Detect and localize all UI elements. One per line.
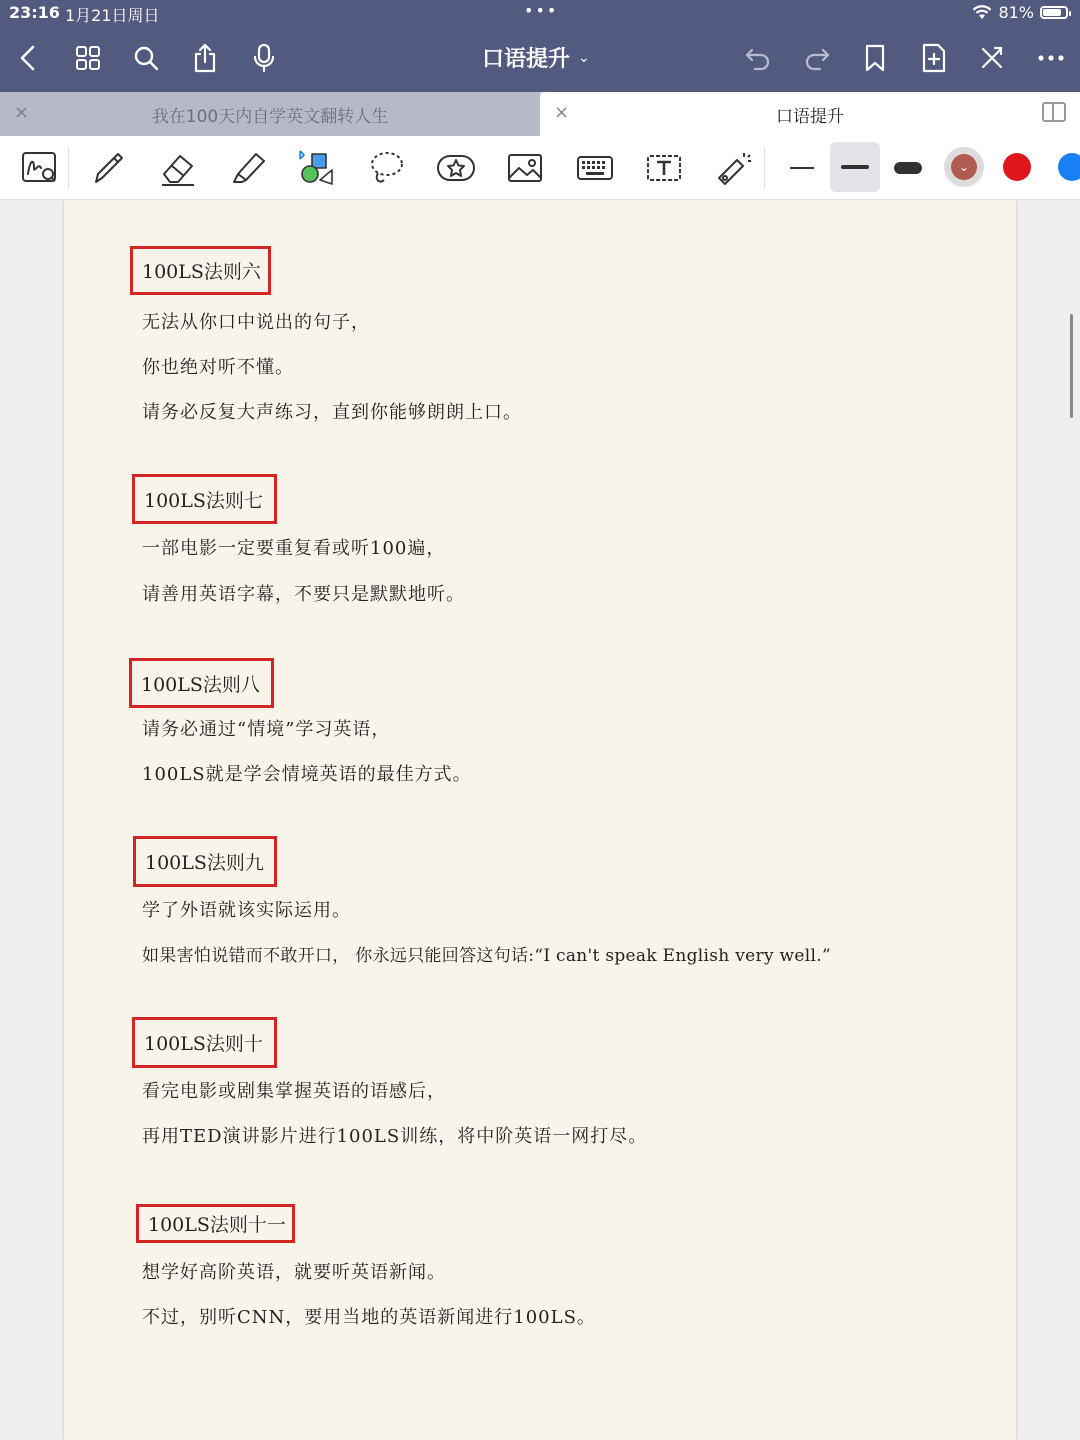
undo-icon[interactable] (740, 40, 776, 76)
tab-label: 口语提升 (776, 106, 844, 127)
rule-line: 请务必反复大声练习，直到你能够朗朗上口。 (142, 402, 522, 423)
rule-line: 看完电影或剧集掌握英语的语感后， (142, 1081, 446, 1102)
note-page[interactable] (64, 200, 1016, 1440)
document-canvas[interactable] (0, 200, 1080, 1440)
rule-title: 100LS法则十 (144, 1033, 263, 1055)
toolbar-separator (764, 146, 765, 190)
handwriting-search-icon[interactable] (16, 144, 64, 192)
rule-title: 100LS法则十一 (148, 1214, 286, 1236)
split-view-icon[interactable] (1042, 102, 1066, 122)
more-icon[interactable] (1033, 40, 1069, 76)
tab-bar (0, 92, 1080, 136)
rule-line: 你也绝对听不懂。 (142, 357, 294, 378)
tab-close-icon[interactable]: × (554, 102, 570, 123)
color-selected-swatch[interactable] (944, 147, 984, 187)
rule-line: 100LS就是学会情境英语的最佳方式。 (142, 764, 472, 785)
eraser-icon[interactable] (154, 144, 202, 192)
document-title: 口语提升 (482, 47, 571, 72)
rule-title-box (129, 658, 274, 708)
microphone-icon[interactable] (246, 40, 282, 76)
lasso-icon[interactable] (362, 144, 410, 192)
stroke-thin-icon[interactable] (778, 144, 826, 192)
rule-line: 如果害怕说错而不敢开口， 你永远只能回答这句话:“I can't speak English very well.” (142, 946, 831, 966)
keyboard-icon[interactable] (571, 144, 619, 192)
drawing-toolbar (0, 136, 1080, 200)
rule-title: 100LS法则六 (142, 261, 261, 283)
tab-document-2[interactable] (540, 92, 1080, 136)
vertical-scrollbar[interactable] (1070, 314, 1073, 418)
status-time: 23:16 (9, 3, 60, 22)
rule-line: 无法从你口中说出的句子， (142, 312, 370, 333)
bookmark-icon[interactable] (857, 40, 893, 76)
top-bar (0, 0, 1080, 92)
stroke-thick-icon[interactable] (884, 144, 932, 192)
rule-title-box (133, 836, 277, 887)
image-icon[interactable] (501, 144, 549, 192)
color-red-swatch[interactable] (1003, 153, 1031, 181)
laser-pointer-icon[interactable] (709, 144, 757, 192)
stroke-medium-icon[interactable] (830, 142, 880, 192)
add-page-icon[interactable] (916, 40, 952, 76)
back-icon[interactable] (10, 40, 46, 76)
redo-icon[interactable] (799, 40, 835, 76)
multitasking-dots[interactable]: ••• (524, 1, 559, 20)
rule-line: 再用TED演讲影片进行100LS训练，将中阶英语一网打尽。 (142, 1126, 648, 1147)
status-right (972, 3, 1068, 22)
tab-label: 我在100天内自学英文翻转人生 (151, 106, 389, 127)
rule-line: 请善用英语字幕，不要只是默默地听。 (142, 584, 465, 605)
rule-title-box (132, 1017, 277, 1068)
tab-close-icon[interactable]: × (14, 102, 30, 123)
rule-title: 100LS法则七 (144, 489, 263, 512)
sticker-icon[interactable] (432, 144, 480, 192)
rule-title-box (130, 246, 271, 295)
share-icon[interactable] (187, 40, 223, 76)
document-title-menu[interactable] (482, 42, 590, 73)
rule-line: 学了外语就该实际运用。 (142, 900, 351, 921)
rule-line: 请务必通过“情境”学习英语， (142, 719, 391, 740)
text-box-icon[interactable] (640, 144, 688, 192)
highlighter-icon[interactable] (224, 144, 272, 192)
grid-view-icon[interactable] (70, 40, 106, 76)
search-icon[interactable] (128, 40, 164, 76)
color-blue-swatch[interactable] (1058, 153, 1080, 181)
close-tools-icon[interactable] (974, 40, 1010, 76)
pen-icon[interactable] (84, 144, 132, 192)
rule-title: 100LS法则九 (145, 852, 264, 874)
tab-document-1[interactable] (0, 92, 540, 136)
toolbar-separator (68, 146, 69, 190)
status-date: 1月21日周日 (65, 6, 160, 25)
rule-title: 100LS法则八 (141, 673, 260, 696)
rule-line: 一部电影一定要重复看或听100遍， (142, 538, 446, 559)
wifi-icon (972, 5, 992, 20)
rule-line: 想学好高阶英语，就要听英语新闻。 (142, 1262, 446, 1283)
chevron-down-icon: ⌄ (951, 154, 977, 180)
shapes-icon[interactable] (292, 144, 340, 192)
chevron-down-icon: ⌄ (578, 49, 590, 66)
rule-title-box (136, 1204, 295, 1243)
battery-icon (1040, 6, 1068, 19)
rule-title-box (132, 474, 277, 524)
battery-percent: 81% (998, 3, 1034, 22)
rule-line: 不过，别听CNN，要用当地的英语新闻进行100LS。 (142, 1307, 596, 1328)
